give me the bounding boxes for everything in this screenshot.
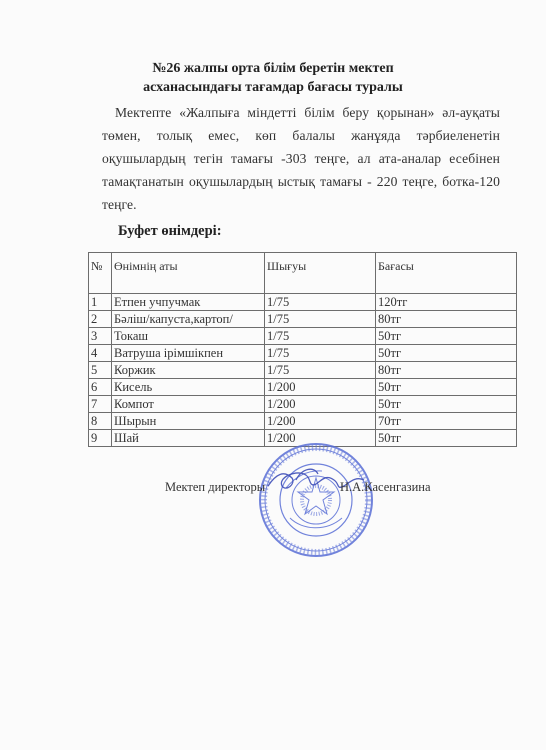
signature-line xyxy=(165,480,431,495)
product-price: 80тг xyxy=(376,362,517,379)
row-number: 5 xyxy=(89,362,112,379)
row-number: 7 xyxy=(89,396,112,413)
paragraph-line: оқушылардың тегін тамағы -303 теңге, ал ата-аналар есебінен xyxy=(102,151,500,166)
product-name: Етпен учпучмак xyxy=(112,294,265,311)
product-yield: 1/75 xyxy=(265,311,376,328)
product-name: Шай xyxy=(112,430,265,447)
buffet-heading: Буфет өнімдері: xyxy=(118,223,222,239)
product-yield: 1/75 xyxy=(265,345,376,362)
product-name: Компот xyxy=(112,396,265,413)
product-yield: 1/75 xyxy=(265,294,376,311)
column-header-number: № xyxy=(89,253,112,294)
paragraph-line: төмен, толық емес, көп балалы жанұяда тәрбиеленетін xyxy=(102,128,500,143)
table-row xyxy=(89,345,517,362)
table-row xyxy=(89,379,517,396)
row-number: 9 xyxy=(89,430,112,447)
product-yield: 1/200 xyxy=(265,379,376,396)
table-row xyxy=(89,362,517,379)
document-title-line2: асханасындағы тағамдар бағасы туралы xyxy=(143,80,403,95)
paragraph-line: тамақтанатын оқушылардың ыстық тамағы - 220 теңге, ботка-120 xyxy=(102,174,500,189)
product-yield: 1/200 xyxy=(265,413,376,430)
official-stamp xyxy=(256,440,376,560)
product-price: 50тг xyxy=(376,379,517,396)
product-yield: 1/200 xyxy=(265,430,376,447)
table-row xyxy=(89,413,517,430)
table-row xyxy=(89,328,517,345)
product-price: 120тг xyxy=(376,294,517,311)
signature-label: Мектеп директоры xyxy=(165,480,266,494)
document-title-line1: №26 жалпы орта білім беретін мектеп xyxy=(152,61,394,76)
product-price: 50тг xyxy=(376,430,517,447)
product-name: Токаш xyxy=(112,328,265,345)
paragraph-line: теңге. xyxy=(102,197,137,212)
product-price: 70тг xyxy=(376,413,517,430)
product-price: 50тг xyxy=(376,328,517,345)
row-number: 3 xyxy=(89,328,112,345)
signature-name: Н.А.Касенгазина xyxy=(340,480,431,494)
product-name: Бәліш/капуста,картоп/ xyxy=(112,311,265,328)
product-yield: 1/200 xyxy=(265,396,376,413)
table-row xyxy=(89,396,517,413)
product-price: 80тг xyxy=(376,311,517,328)
row-number: 6 xyxy=(89,379,112,396)
row-number: 1 xyxy=(89,294,112,311)
product-name: Кисель xyxy=(112,379,265,396)
row-number: 2 xyxy=(89,311,112,328)
product-name: Шырын xyxy=(112,413,265,430)
column-header-name: Өнімнің аты xyxy=(112,253,265,294)
price-table xyxy=(88,252,517,447)
product-name: Коржик xyxy=(112,362,265,379)
product-name: Ватруша ірімшікпен xyxy=(112,345,265,362)
product-yield: 1/75 xyxy=(265,328,376,345)
product-price: 50тг xyxy=(376,345,517,362)
product-price: 50тг xyxy=(376,396,517,413)
column-header-yield: Шығуы xyxy=(265,253,376,294)
paragraph-line: Мектепте «Жалпыға міндетті білім беру қорынан» әл-ауқаты xyxy=(115,105,500,120)
table-row xyxy=(89,311,517,328)
row-number: 4 xyxy=(89,345,112,362)
column-header-price: Бағасы xyxy=(376,253,517,294)
table-row xyxy=(89,294,517,311)
table-header-row xyxy=(89,253,517,294)
row-number: 8 xyxy=(89,413,112,430)
product-yield: 1/75 xyxy=(265,362,376,379)
